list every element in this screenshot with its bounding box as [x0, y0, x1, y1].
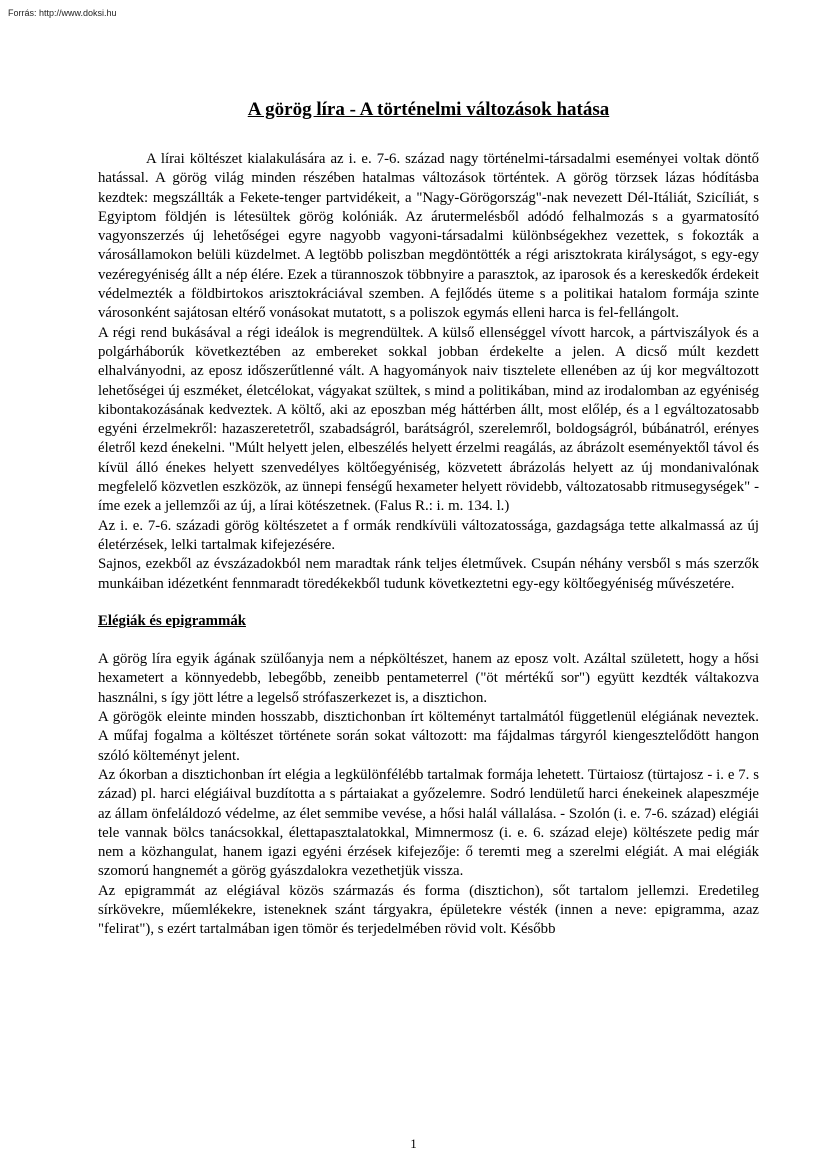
intro-paragraph: Sajnos, ezekből az évszázadokból nem maradtak ránk teljes életművek. Csupán néhány versből s más szerzők munkáiban idézetként fennmaradt töredékekből tudunk következtetni egy-egy költőegyéniség művészetére. [98, 556, 759, 592]
section-heading: Elégiák és epigrammák [98, 612, 246, 629]
intro-paragraph: A lírai költészet kialakulására az i. e. 7-6. század nagy történelmi-társadalmi eseményei voltak döntő hatással. A görög világ minden részében hatalmas változások történtek. A görög törzsek lázas hódításba kezdtek: megszállták a Fekete-tenger partvidékeit, a "Nagy-Görögország"-nak nevezett Dél-Itáliát, Szicíliát, s Egyiptom földjén is létesültek görög kolóniák. Az árutermelésből adódó felhalmozás s a gyarmatosító vagyonszerzés új lehetőségei egyre nagyobb vagyoni-társadalmi különbségekhez vezettek, s fokozták a városállamokon belüli küzdelmet. A legtöbb poliszban megdöntötték a régi arisztokrata királyságot, s egy-egy vezéregyéniség állt a nép élére. Ezek a türannoszok többnyire a parasztok, az iparosok és a kereskedők érdekeit védelmezték a földbirtokos arisztokráciával szemben. A fejlődés üteme s a politikai hatalom formája szinte városonként sajátosan eltérő vonásokat mutatott, s a poliszok egymás elleni harca is fel-fellángolt. [98, 151, 759, 322]
section-paragraph: A görögök eleinte minden hosszabb, disztichonban írt költeményt tartalmától függetlenül elégiának neveztek. A műfaj fogalma a költészet története során sokat változott: ma fájdalmas tárgyról kiengesztelődött hangon szóló költeményt jelent. [98, 709, 759, 764]
section-paragraph: A görög líra egyik ágának szülőanyja nem a népköltészet, hanem az eposz volt. Azáltal született, hogy a hősi hexametert a könnyedebb, lebegőbb, zeneibb pentameterrel ("öt mértékű sor") együtt kezdték váltakozva használni, s így jött létre a legelső strófaszerkezet is, a disztichon. [98, 651, 759, 706]
document-title: A görög líra - A történelmi változások hatása [247, 99, 610, 120]
intro-paragraph: Az i. e. 7-6. századi görög költészetet a f ormák rendkívüli változatossága, gazdagsága tette alkalmassá az új életérzések, lelki tartalmak kifejezésére. [98, 517, 759, 553]
page-number: 1 [410, 1136, 417, 1151]
section-paragraph: Az ókorban a disztichonban írt elégia a legkülönfélébb tartalmak formája lehetett. Türtaiosz (türtajosz - i. e 7. s zázad) pl. harci elégiáival buzdította a s pártaiakat a győzelemre. Sodró lendületű harci énekeinek alapeszméje az állam önfeláldozó védelme, az élet semmibe vevése, a hősi halál vállalása. - Szolón (i. e. 7-6. század) elégiái tele vannak bölcs tanácsokkal, élettapasztalatokkal, Mimnermosz (i. e. 6. század eleje) költészete pedig már nem a közhangulat, hanem igazi egyéni érzések kifejezője: ő teremti meg a szerelmi elégiát. A mai elégiák szomorú hangnemét a görög gyászdalokra vezethetjük vissza. [98, 766, 759, 880]
document-page [98, 98, 759, 940]
source-note: Forrás: http://www.doksi.hu [8, 8, 117, 18]
section-paragraph: Az epigrammát az elégiával közös származás és forma (disztichon), sőt tartalom jellemzi. Eredetileg sírkövekre, műemlékekre, isteneknek szánt tárgyakra, épületekre vésték (innen a neve: epigramma, azaz "felirat"), s ezért tartalmában igen tömör és terjedelmében rövid volt. Később [98, 882, 759, 938]
intro-paragraph: A régi rend bukásával a régi ideálok is megrendültek. A külső ellenséggel vívott harcok, a pártviszályok és a polgárháborúk következtében az embereket sokkal jobban érdekelte a jelen. A dicső múlt kezdett elhalványodni, az eposz időszerűtlenné vált. A hagyományok naiv tisztelete ellenében az új kor megváltozott lehetőségei új eszméket, életcélokat, vágyakat szültek, s mind a politikában, mind az irodalomban az egyéniség kibontakozásának kedveztek. A költő, aki az eposzban még háttérben állt, most előlép, és a l egváltozatosabb egyéni érzelmekről: hazaszeretetről, szabadságról, barátságról, szerelemről, boldogságról, búbánatról, erényes életről kezd énekelni. "Múlt helyett jelen, elbeszélés helyett érzelmi reagálás, az ábrázolt eseményektől távol és kívül álló énekes helyett szenvedélyes költőegyéniség, közvetett ábrázolás helyett az új mondanivalónak megfelelő közvetlen eszközök, az ünnepi fenségű hexameter helyett rövidebb, változatosabb ritmusegységek" - íme ezek a jellemzői az új, a lírai kötészetnek. (Falus R.: i. m. 134. l.) [98, 324, 759, 515]
